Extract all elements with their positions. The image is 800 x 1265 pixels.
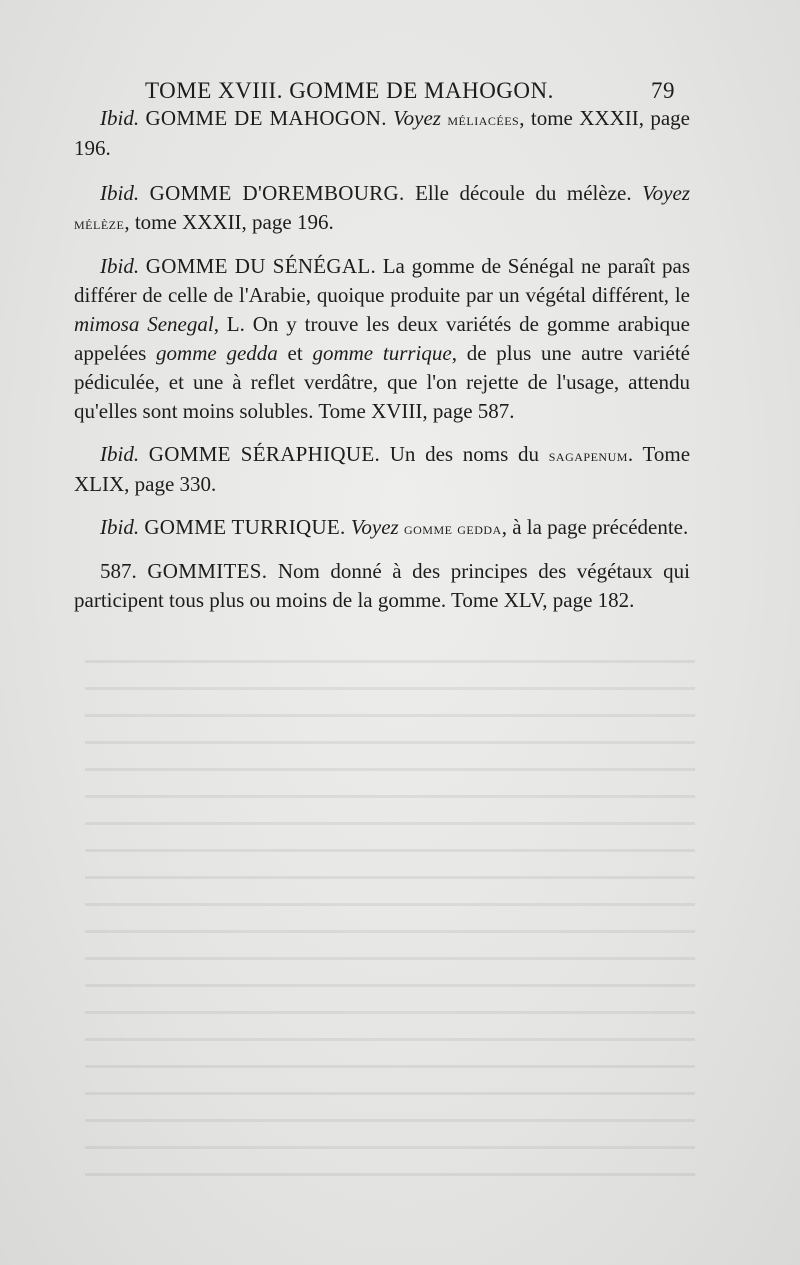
ibid-label: Ibid. — [100, 106, 140, 130]
entry-list — [74, 104, 690, 629]
entry-heading: GOMME SÉRAPHIQUE. — [148, 442, 381, 466]
entry-gomme-seraphique — [74, 440, 690, 499]
ibid-label: Ibid. — [100, 515, 140, 539]
entry-text: et — [277, 341, 313, 365]
cross-reference: sagapenum — [548, 446, 628, 465]
entry-gomme-dorembourg — [74, 179, 690, 238]
show-through-text — [85, 660, 695, 1200]
entry-gommites — [74, 557, 690, 615]
entry-gomme-de-mahogon — [74, 104, 690, 163]
entry-heading: GOMME D'OREMBOURG. — [149, 181, 405, 205]
entry-gomme-du-senegal — [74, 252, 690, 426]
cross-reference: méliacées — [447, 110, 520, 129]
entry-reference: . Tome XLIX, page 330. — [74, 442, 691, 496]
page-number: 79 — [651, 78, 675, 103]
ibid-label: Ibid. — [100, 442, 140, 466]
entry-text: , de plus une autre variété pédiculée, et une à reflet verdâtre, que l'on rejette de l'usage, attendu qu'elles sont moins solubles. Tome XVIII, page 587. — [74, 341, 690, 423]
voyez-label: Voyez — [642, 181, 690, 205]
entry-reference: , à la page précédente. — [501, 515, 689, 539]
entry-heading: GOMME DU SÉNÉGAL. — [145, 254, 377, 278]
entry-reference: , tome XXXII, page 196. — [124, 210, 334, 234]
italic-term: gomme turrique — [312, 341, 452, 365]
entry-text: Elle découle du mélèze. — [404, 181, 643, 205]
entry-heading: GOMMITES. — [147, 559, 268, 583]
entry-number: 587. — [100, 559, 137, 583]
running-title: TOME XVIII. GOMME DE MAHOGON. — [145, 78, 554, 103]
voyez-label: Voyez — [393, 106, 441, 130]
cross-reference: gomme gedda — [403, 519, 502, 538]
entry-heading: GOMME TURRIQUE. — [144, 515, 346, 539]
entry-text: Nom donné à des principes des végétaux qui participent tous plus ou moins de la gomme. Tome XLV, page 182. — [74, 559, 690, 612]
entry-reference: , tome XXXII, page 196. — [74, 106, 690, 160]
entry-gomme-turrique — [74, 513, 690, 543]
entry-text: La gomme de Sénégal ne paraît pas différer de celle de l'Arabie, quoique produite par un végétal différent, le — [74, 254, 690, 307]
italic-term: gomme gedda — [156, 341, 278, 365]
entry-heading: GOMME DE MAHOGON. — [145, 106, 387, 130]
ibid-label: Ibid. — [100, 181, 140, 205]
entry-text: Un des noms du — [380, 442, 549, 466]
italic-term: mimosa Senegal — [74, 312, 214, 336]
running-header — [145, 78, 675, 104]
entry-text: , L. On y trouve les deux variétés de gomme arabique appelées — [74, 312, 690, 365]
ibid-label: Ibid. — [100, 254, 140, 278]
voyez-label: Voyez — [350, 515, 399, 539]
cross-reference: mélèze — [74, 214, 125, 233]
